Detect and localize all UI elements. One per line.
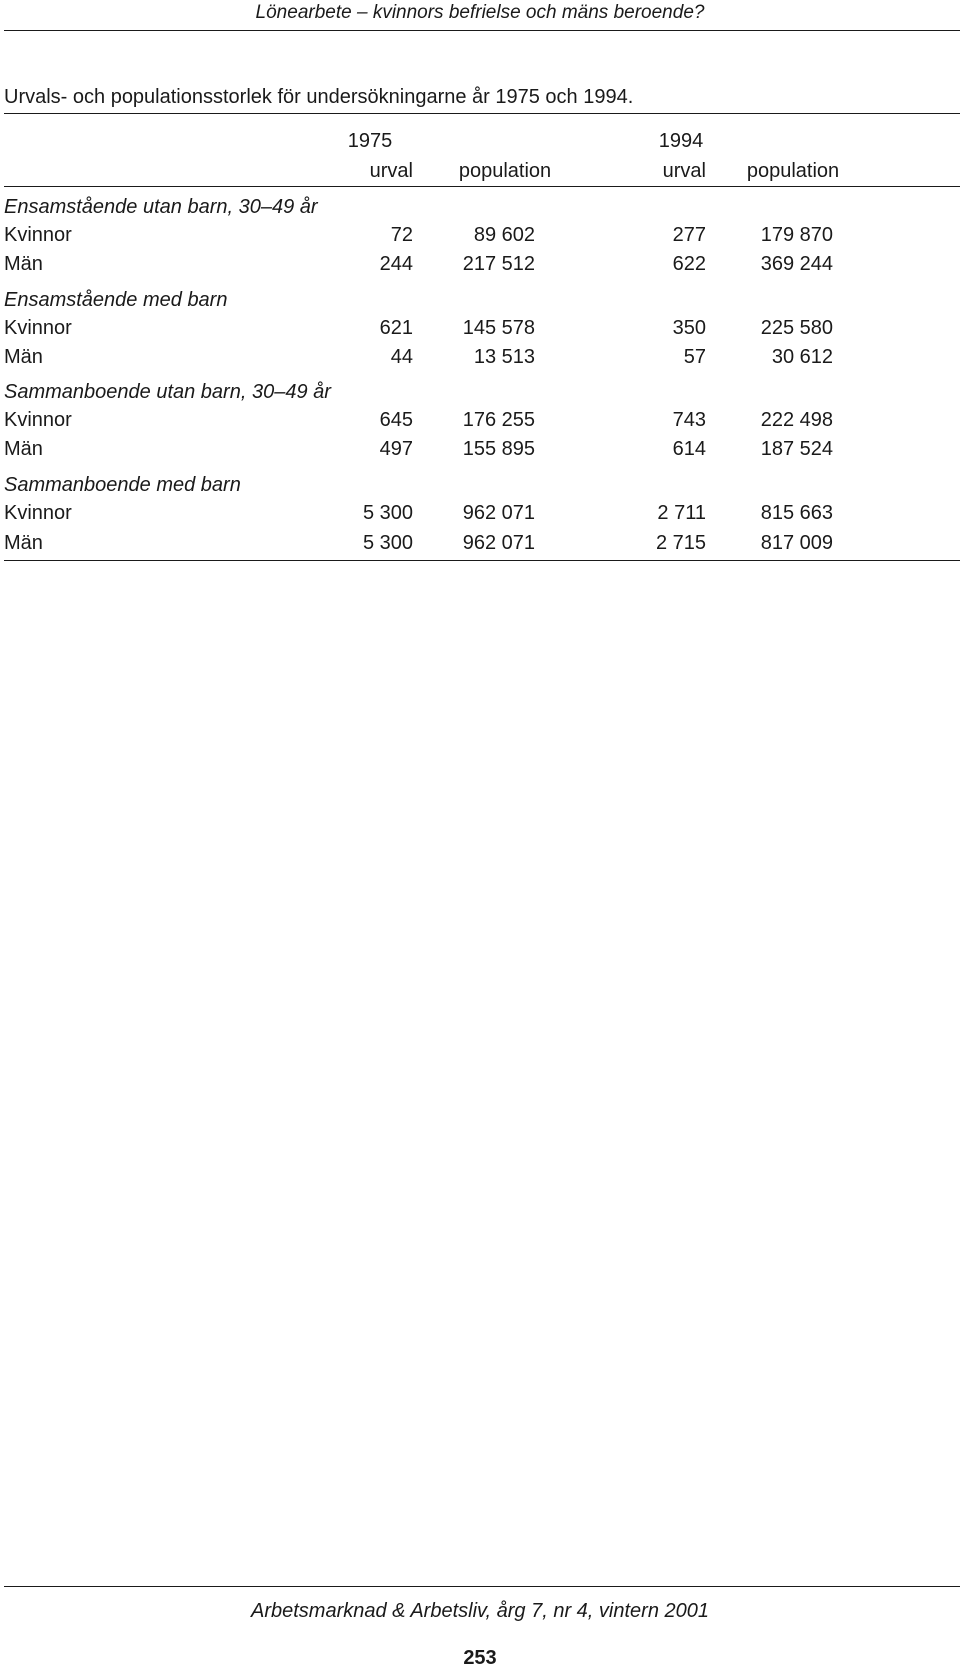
row-label: Kvinnor [4,317,72,339]
table-caption: Urvals- och populationsstorlek för undersökningarne år 1975 och 1994. [4,86,634,108]
cell-urval-1975: 44 [390,346,413,368]
row-label: Kvinnor [4,224,72,246]
year-header-1994: 1994 [658,130,704,152]
header-bottom-rule [4,186,960,187]
cell-urval-1994: 743 [672,409,706,431]
group-title: Ensamstående utan barn, 30–49 år [4,196,318,218]
cell-urval-1975: 645 [379,409,413,431]
col-header-population-1975: population [458,160,552,182]
cell-population-1975: 155 895 [462,438,535,460]
cell-urval-1994: 277 [672,224,706,246]
row-label: Män [4,438,43,460]
row-label: Kvinnor [4,409,72,431]
row-label: Kvinnor [4,502,72,524]
cell-urval-1975: 244 [379,253,413,275]
running-head: Lönearbete – kvinnors befrielse och mäns beroende? [255,2,705,23]
page-number: 253 [463,1647,497,1669]
cell-population-1975: 962 071 [462,502,535,524]
col-header-urval-1975: urval [369,160,413,182]
col-header-population-1994: population [746,160,840,182]
cell-urval-1994: 57 [683,346,706,368]
cell-population-1975: 89 602 [473,224,535,246]
cell-urval-1975: 497 [379,438,413,460]
row-label: Män [4,532,43,554]
group-title: Sammanboende med barn [4,474,241,496]
cell-population-1994: 179 870 [760,224,833,246]
group-title: Sammanboende utan barn, 30–49 år [4,381,331,403]
cell-population-1975: 176 255 [462,409,535,431]
cell-population-1975: 13 513 [473,346,535,368]
cell-population-1994: 30 612 [771,346,833,368]
table-top-rule [4,113,960,114]
cell-population-1975: 217 512 [462,253,535,275]
cell-urval-1994: 614 [672,438,706,460]
footer-rule [4,1586,960,1587]
cell-urval-1975: 5 300 [362,502,413,524]
cell-urval-1994: 2 715 [655,532,706,554]
header-rule [4,30,960,31]
cell-population-1975: 145 578 [462,317,535,339]
col-header-urval-1994: urval [662,160,706,182]
cell-urval-1975: 72 [390,224,413,246]
year-header-1975: 1975 [347,130,393,152]
group-title: Ensamstående med barn [4,289,228,311]
cell-population-1994: 187 524 [760,438,833,460]
cell-population-1994: 222 498 [760,409,833,431]
cell-urval-1994: 2 711 [657,502,706,524]
cell-urval-1994: 350 [672,317,706,339]
cell-population-1994: 817 009 [760,532,833,554]
cell-population-1994: 225 580 [760,317,833,339]
cell-urval-1975: 5 300 [362,532,413,554]
row-label: Män [4,253,43,275]
cell-population-1975: 962 071 [462,532,535,554]
journal-footer: Arbetsmarknad & Arbetsliv, årg 7, nr 4, vintern 2001 [251,1600,709,1622]
cell-urval-1994: 622 [672,253,706,275]
cell-population-1994: 369 244 [760,253,833,275]
cell-population-1994: 815 663 [760,502,833,524]
cell-urval-1975: 621 [379,317,413,339]
table-bottom-rule [4,560,960,561]
row-label: Män [4,346,43,368]
